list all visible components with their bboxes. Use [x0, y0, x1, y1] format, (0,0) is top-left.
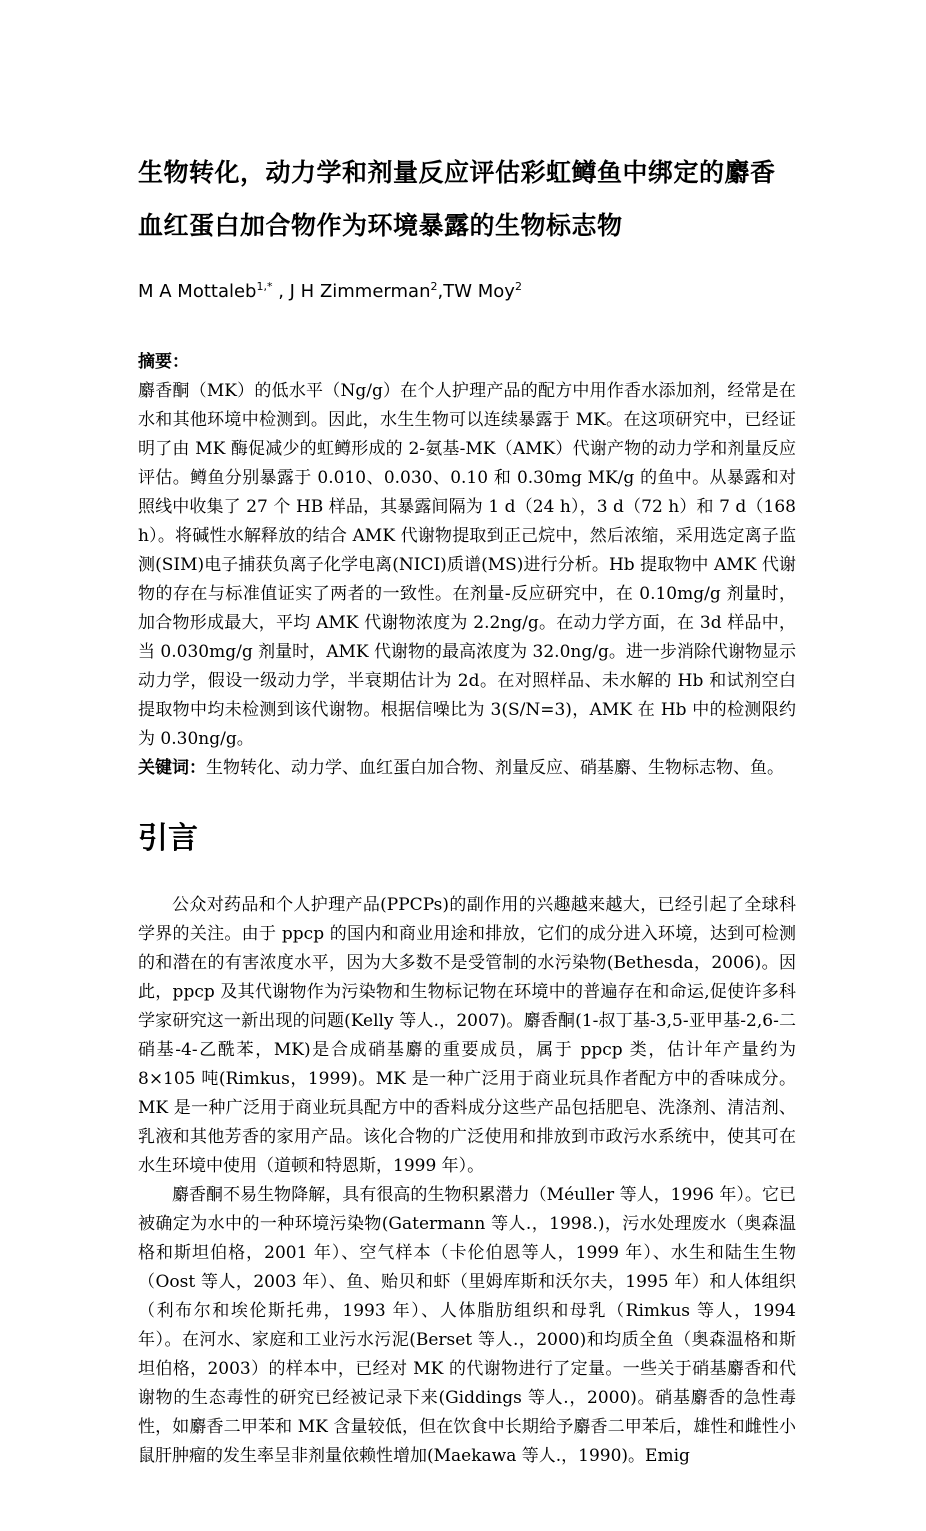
abstract-heading: 摘要： [138, 352, 189, 372]
abstract-body: 麝香酮（MK）的低水平（Ng/g）在个人护理产品的配方中用作香水添加剂，经常是在水和其他环境中检测到。因此，水生生物可以连续暴露于 MK。在这项研究中，已经证明了由 MK 酶促减少的虹鳟形成的 2-氨基-MK（AMK）代谢产物的动力学和剂量反应评估。鳟鱼分别暴露于 0.010、0.030、0.10 和 0.30mg MK/g 的鱼中。从暴露和对照线中收集了 27 个 HB 样品，其暴露间隔为 1 d（24 h），3 d（72 h）和 7 d（168 h）。将碱性水解释放的结合 AMK 代谢物提取到正己烷中，然后浓缩，采用选定离子监测(SIM)电子捕获负离子化学电离(NICI)质谱(MS)进行分析。Hb 提取物中 AMK 代谢物的存在与标准值证实了两者的一致性。在剂量-反应研究中，在 0.10mg/g 剂量时，加合物形成最大，平均 AMK 代谢物浓度为 2.2ng/g。在动力学方面，在 3d 样品中，当 0.030mg/g 剂量时，AMK 代谢物的最高浓度为 32.0ng/g。进一步消除代谢物显示动力学，假设一级动力学，半衰期估计为 2d。在对照样品、未水解的 Hb 和试剂空白提取物中均未检测到该代谢物。根据信噪比为 3(S/N=3)，AMK 在 Hb 中的检测限约为 0.30ng/g。 [138, 381, 796, 749]
author-1 [138, 281, 290, 302]
author-2-separator: , [437, 281, 444, 302]
author-2-superscript: 2 [430, 280, 438, 293]
author-3 [443, 281, 522, 302]
introduction-heading: 引言 [138, 821, 198, 856]
keywords-line [138, 754, 796, 783]
paper-title: 生物转化，动力学和剂量反应评估彩虹鳟鱼中绑定的麝香血红蛋白加合物作为环境暴露的生物标志物 [138, 158, 776, 240]
author-1-superscript: 1,* [256, 280, 273, 293]
author-3-name: TW Moy [443, 281, 515, 302]
author-1-separator: , [272, 281, 290, 302]
abstract-section [138, 348, 796, 783]
introduction-section [138, 821, 796, 1471]
keywords-label: 关键词： [138, 758, 206, 778]
author-2-name: J H Zimmerman [289, 281, 431, 302]
author-3-superscript: 2 [514, 280, 522, 293]
keywords-text: 生物转化、动力学、血红蛋白加合物、剂量反应、硝基麝、生物标志物、鱼。 [206, 758, 784, 778]
introduction-paragraph-1: 公众对药品和个人护理产品(PPCPs)的副作用的兴趣越来越大，已经引起了全球科学界的关注。由于 ppcp 的国内和商业用途和排放，它们的成分进入环境，达到可检测的和潜在的有害浓度水平，因为大多数不是受管制的水污染物(Bethesda，2006)。因此，ppcp 及其代谢物作为污染物和生物标记物在环境中的普遍存在和命运,促使许多科学家研究这一新出现的问题(Kelly 等人.，2007)。麝香酮(1-叔丁基-3,5-亚甲基-2,6-二硝基-4-乙酰苯，MK)是合成硝基麝的重要成员，属于 ppcp 类，估计年产量约为 8×105 吨(Rimkus，1999)。MK 是一种广泛用于商业玩具作者配方中的香味成分。MK 是一种广泛用于商业玩具配方中的香料成分这些产品包括肥皂、洗涤剂、清洁剂、乳液和其他芳香的家用产品。该化合物的广泛使用和排放到市政污水系统中，使其可在水生环境中使用（道顿和特恩斯，1999 年）。 [138, 895, 796, 1176]
introduction-paragraph-2: 麝香酮不易生物降解，具有很高的生物积累潜力（Méuller 等人，1996 年）。它已被确定为水中的一种环境污染物(Gatermann 等人.，1998.)，污水处理废水（奥森温格和斯坦伯格，2001 年）、空气样本（卡伦伯恩等人，1999 年）、水生和陆生生物（Oost 等人，2003 年）、鱼、贻贝和虾（里姆库斯和沃尔夫，1995 年）和人体组织（利布尔和埃伦斯托弗，1993 年）、人体脂肪组织和母乳（Rimkus 等人，1994 年）。在河水、家庭和工业污水污泥(Berset 等人.，2000)和均质全鱼（奥森温格和斯坦伯格，2003）的样本中，已经对 MK 的代谢物进行了定量。一些关于硝基麝香和代谢物的生态毒性的研究已经被记录下来(Giddings 等人.，2000)。硝基麝香的急性毒性，如麝香二甲苯和 MK 含量较低，但在饮食中长期给予麝香二甲苯后，雄性和雌性小鼠肝肿瘤的发生率呈非剂量依赖性增加(Maekawa 等人.，1990)。Emig [138, 1185, 796, 1466]
author-1-name: M A Mottaleb [138, 281, 257, 302]
author-2 [290, 281, 444, 302]
author-line [138, 280, 796, 304]
